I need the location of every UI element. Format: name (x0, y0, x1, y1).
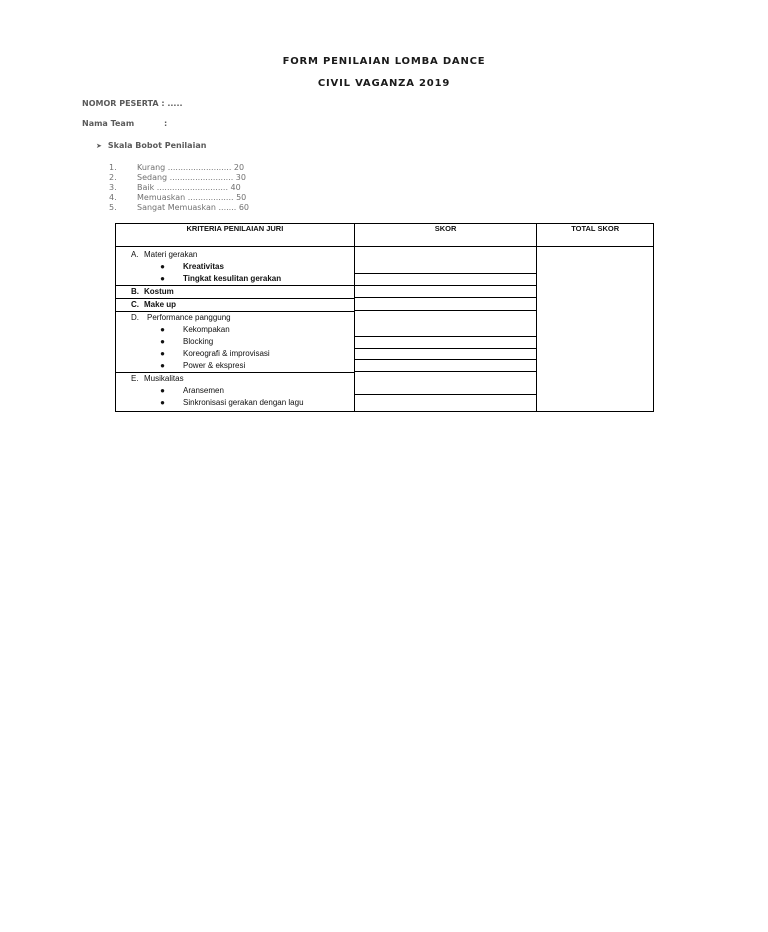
criteria-e-sub: ● Aransemen (160, 386, 224, 395)
header-kriteria: KRITERIA PENILAIAN JURI (116, 224, 355, 247)
skala-item: 1. Kurang ......................... 20 (109, 163, 245, 172)
skor-blank[interactable] (355, 372, 536, 395)
skor-blank[interactable] (355, 298, 536, 311)
nama-team-label: Nama Team (82, 119, 135, 128)
criteria-d-sub: ● Power & ekspresi (160, 361, 246, 370)
nama-team-colon: : (164, 119, 168, 128)
skor-blank[interactable] (355, 286, 536, 298)
skor-blank[interactable] (355, 395, 536, 407)
nomor-peserta-field: NOMOR PESERTA : ..... (82, 99, 183, 108)
arrow-bullet-icon: ➤ (96, 142, 102, 150)
skala-item: 2. Sedang ......................... 30 (109, 173, 246, 182)
skor-blank[interactable] (355, 247, 536, 274)
skor-blank[interactable] (355, 337, 536, 349)
skala-list (109, 163, 249, 213)
skala-item: 3. Baik ............................ 40 (109, 183, 241, 192)
header-skor: SKOR (354, 224, 536, 247)
skala-item: 4. Memuaskan .................. 50 (109, 193, 247, 202)
skor-blank[interactable] (355, 360, 536, 372)
criteria-d-sub: ● Blocking (160, 337, 214, 346)
criteria-c: C. Make up (116, 298, 354, 311)
skor-column (354, 247, 536, 412)
skala-heading: Skala Bobot Penilaian (107, 141, 207, 150)
criteria-d-sub: ● Kekompakan (160, 325, 230, 334)
criteria-b: B. Kostum (116, 285, 354, 298)
criteria-d: D. Performance panggung (116, 311, 354, 324)
criteria-e: E. Musikalitas (116, 372, 354, 385)
assessment-table (115, 223, 654, 412)
criteria-a-sub: ● Tingkat kesulitan gerakan (160, 274, 282, 283)
skor-blank[interactable] (355, 311, 536, 337)
total-skor-cell[interactable] (537, 247, 654, 412)
criteria-e-sub: ● Sinkronisasi gerakan dengan lagu (160, 398, 304, 407)
skor-blank[interactable] (355, 349, 536, 360)
criteria-cell (116, 247, 355, 412)
criteria-a-sub: ● Kreativitas (160, 262, 224, 271)
skor-blank[interactable] (355, 274, 536, 286)
skala-heading-row (96, 141, 206, 150)
form-subtitle: CIVIL VAGANZA 2019 (317, 78, 451, 89)
criteria-d-sub: ● Koreografi & improvisasi (160, 349, 270, 358)
header-total-skor: TOTAL SKOR (537, 224, 654, 247)
form-title: FORM PENILAIAN LOMBA DANCE (282, 56, 486, 67)
skala-item: 5. Sangat Memuaskan ....... 60 (109, 203, 249, 212)
criteria-a: A. Materi gerakan (131, 250, 198, 259)
table-header-row (116, 224, 654, 247)
